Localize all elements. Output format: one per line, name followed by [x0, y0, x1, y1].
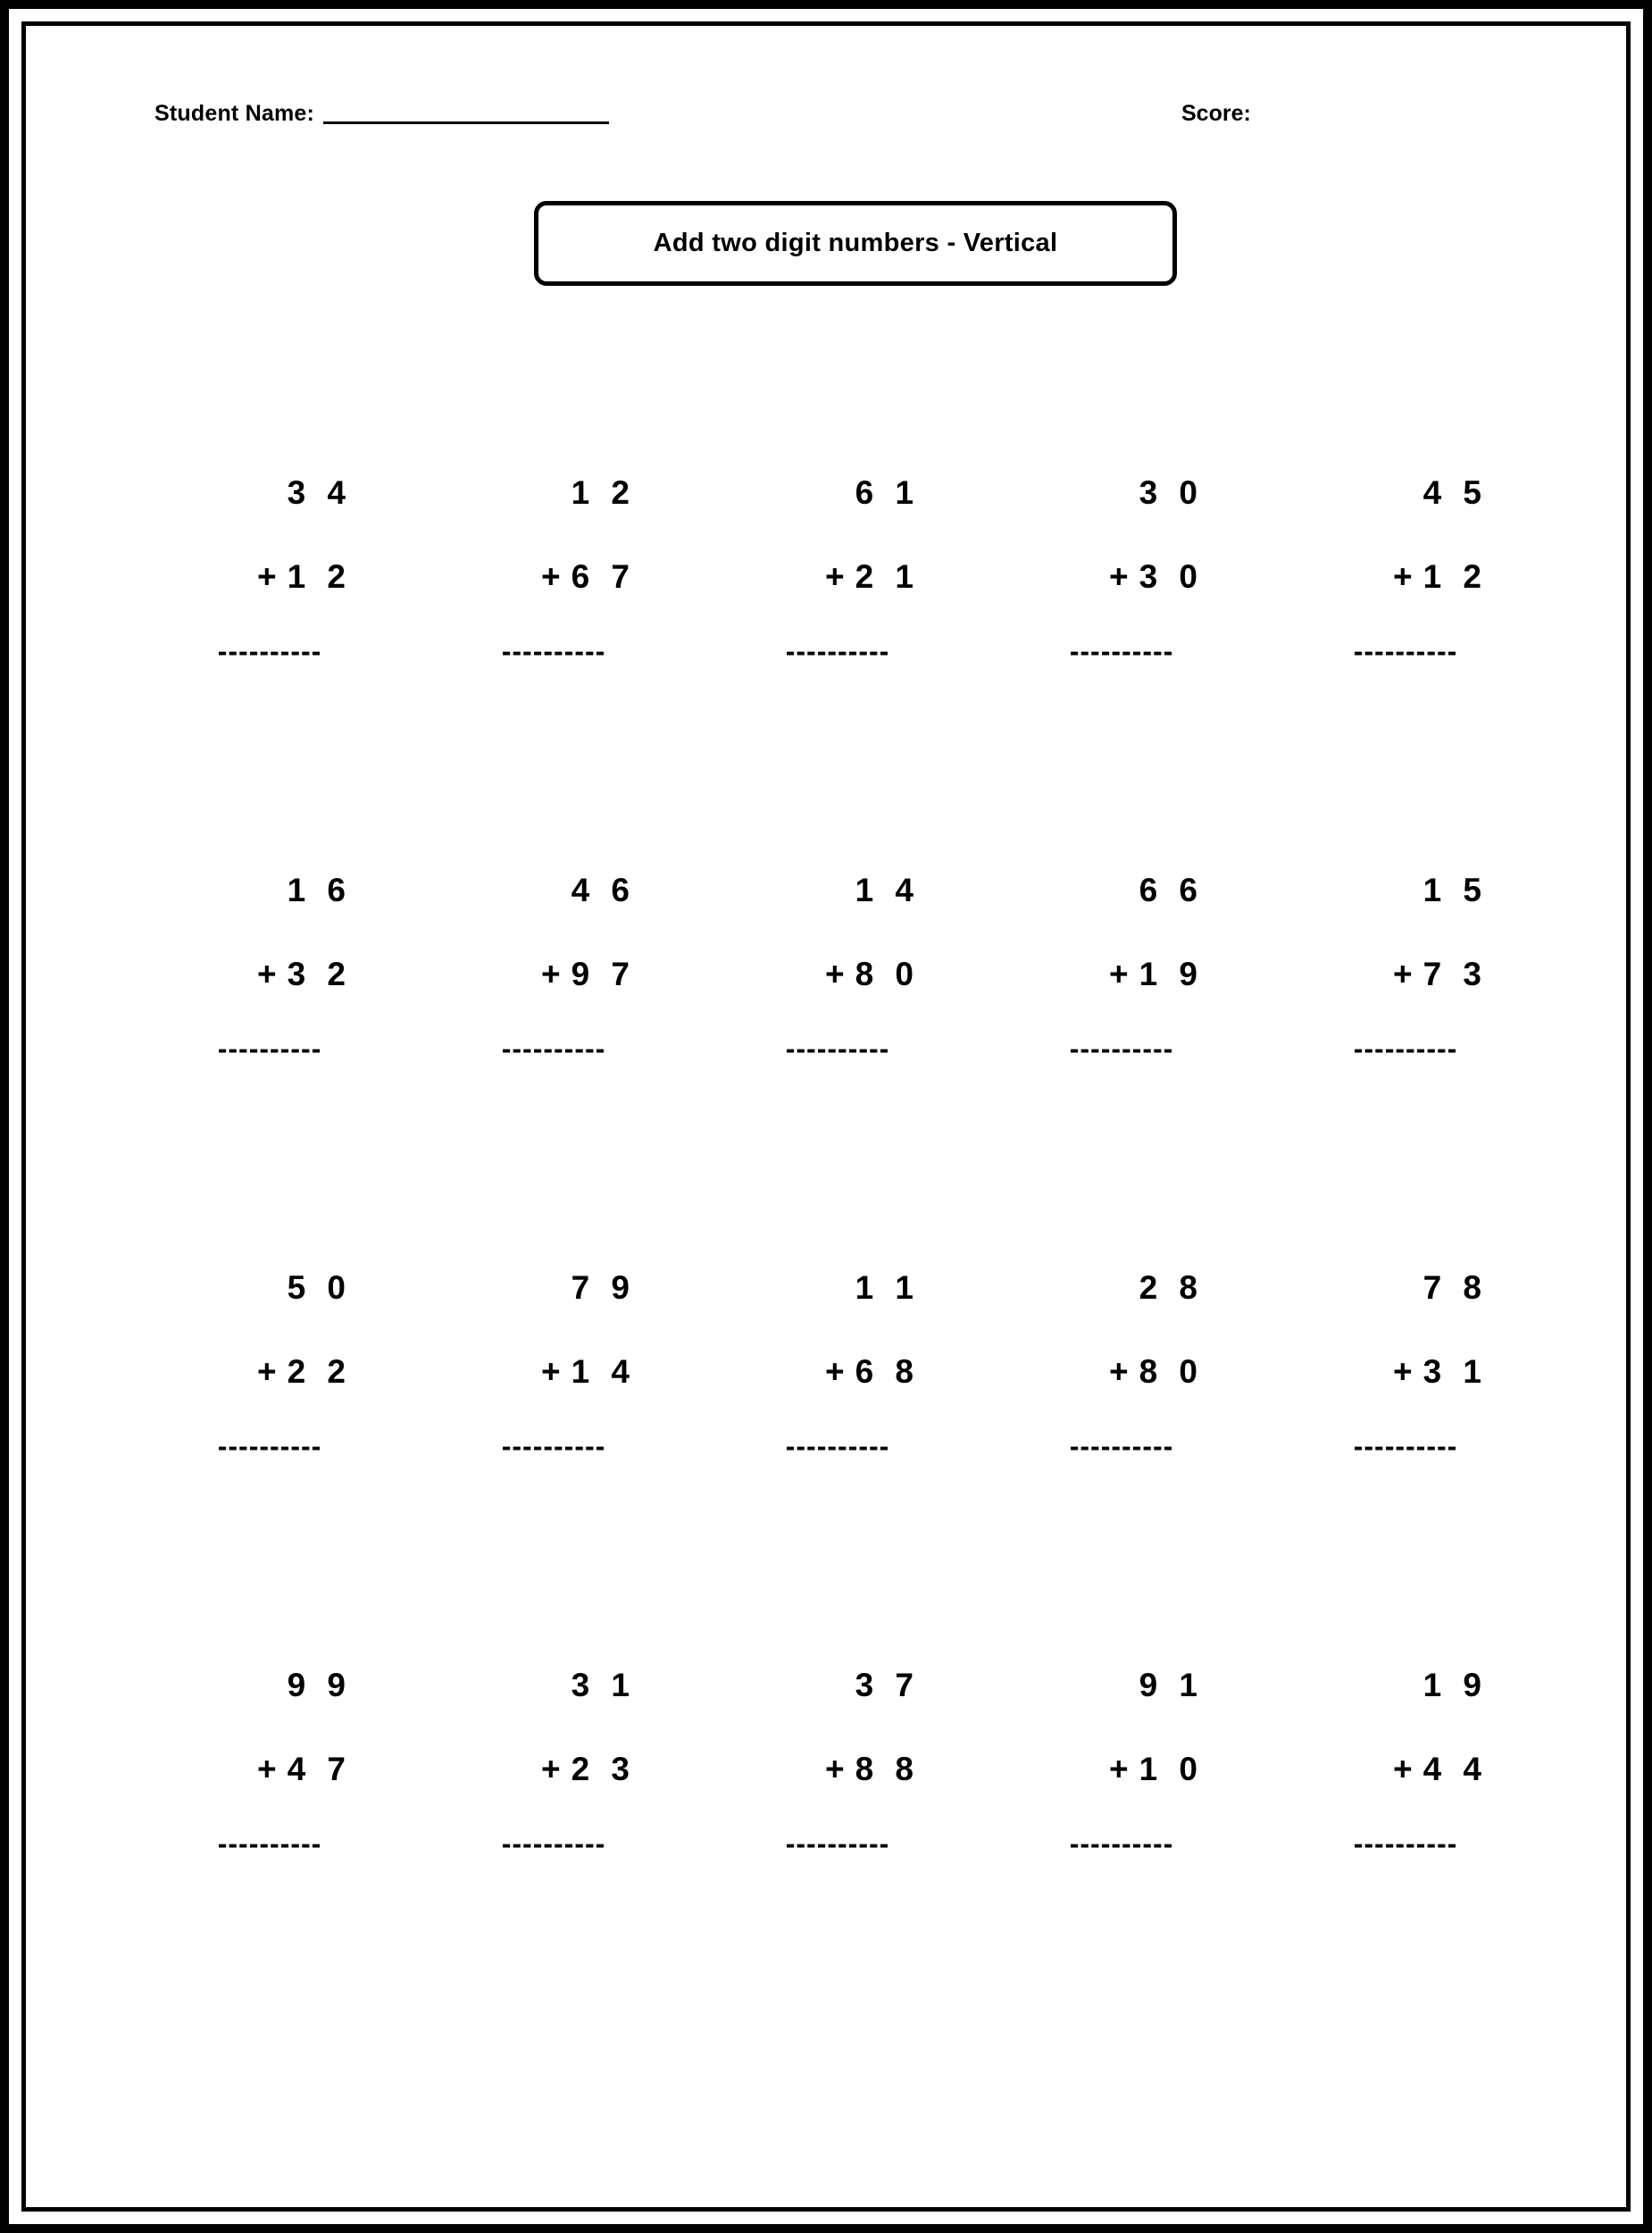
- addend-bottom-row: [1334, 1752, 1513, 1794]
- answer-line[interactable]: ----------: [217, 1034, 322, 1063]
- addend-top: 3 7: [855, 1667, 920, 1703]
- plus-icon: +: [1392, 1751, 1413, 1787]
- addend-top: 1 2: [571, 474, 636, 511]
- worksheet-title-box: [534, 201, 1177, 286]
- student-name-blank[interactable]: [323, 121, 609, 124]
- addend-bottom-row: [198, 560, 377, 601]
- addend-top: 1 5: [1423, 872, 1488, 908]
- addend-bottom-row: [766, 560, 945, 601]
- problem-item: [1281, 476, 1565, 874]
- addend-top: 2 8: [1139, 1269, 1204, 1306]
- addend-bottom: 8 0: [1139, 1353, 1204, 1390]
- addend-bottom-row: [482, 958, 661, 999]
- problems-grid: [146, 476, 1565, 2066]
- worksheet-sheet: [56, 56, 1596, 2177]
- addend-top: 3 4: [287, 474, 352, 511]
- plus-icon: +: [824, 1751, 845, 1787]
- addend-bottom-row: [766, 958, 945, 999]
- addend-bottom: 1 0: [1139, 1751, 1204, 1787]
- addend-bottom: 6 8: [855, 1353, 920, 1390]
- addend-bottom-row: [482, 1752, 661, 1794]
- answer-line[interactable]: ----------: [1353, 1829, 1458, 1858]
- problem-item: [1281, 1271, 1565, 1668]
- addend-bottom-row: [1050, 1355, 1229, 1396]
- plus-icon: +: [540, 956, 561, 992]
- addend-bottom-row: [1050, 958, 1229, 999]
- problem-item: [713, 476, 997, 874]
- addend-bottom: 1 4: [571, 1353, 636, 1390]
- score-field: [1181, 101, 1251, 127]
- addend-bottom-row: [198, 1752, 377, 1794]
- addend-bottom: 3 2: [287, 956, 352, 992]
- addend-top: 7 9: [571, 1269, 636, 1306]
- answer-line[interactable]: ----------: [785, 1829, 890, 1858]
- answer-line[interactable]: ----------: [785, 1034, 890, 1063]
- addend-bottom-row: [482, 560, 661, 601]
- plus-icon: +: [1392, 558, 1413, 595]
- addend-bottom-row: [198, 1355, 377, 1396]
- answer-line[interactable]: ----------: [1353, 1034, 1458, 1063]
- plus-icon: +: [256, 558, 277, 595]
- problem-item: [713, 874, 997, 1271]
- addend-bottom: 7 3: [1423, 956, 1488, 992]
- addend-bottom: 1 9: [1139, 956, 1204, 992]
- plus-icon: +: [824, 956, 845, 992]
- plus-icon: +: [824, 1353, 845, 1390]
- addend-top: 4 5: [1423, 474, 1488, 511]
- addend-top: 1 9: [1423, 1667, 1488, 1703]
- student-name-field: [154, 101, 609, 127]
- problem-item: [146, 1271, 430, 1668]
- answer-line[interactable]: ----------: [785, 1432, 890, 1460]
- problem-item: [430, 476, 713, 874]
- plus-icon: +: [1108, 1353, 1129, 1390]
- addend-bottom: 4 4: [1423, 1751, 1488, 1787]
- answer-line[interactable]: ----------: [1353, 637, 1458, 665]
- answer-line[interactable]: ----------: [217, 1829, 322, 1858]
- addend-top: 1 6: [287, 872, 352, 908]
- problem-item: [146, 1668, 430, 2066]
- addend-bottom: 9 7: [571, 956, 636, 992]
- plus-icon: +: [256, 1751, 277, 1787]
- problem-item: [713, 1271, 997, 1668]
- student-name-label: Student Name:: [154, 101, 315, 126]
- page-title: Add two digit numbers - Vertical: [653, 229, 1058, 257]
- answer-line[interactable]: ----------: [1353, 1432, 1458, 1460]
- problem-item: [1281, 1668, 1565, 2066]
- plus-icon: +: [540, 1751, 561, 1787]
- problem-item: [430, 1271, 713, 1668]
- plus-icon: +: [256, 956, 277, 992]
- addend-bottom: 2 3: [571, 1751, 636, 1787]
- addend-bottom: 1 2: [1423, 558, 1488, 595]
- addend-bottom-row: [766, 1752, 945, 1794]
- addend-top: 1 4: [855, 872, 920, 908]
- addend-bottom: 8 0: [855, 956, 920, 992]
- problem-item: [713, 1668, 997, 2066]
- answer-line[interactable]: ----------: [1069, 637, 1174, 665]
- plus-icon: +: [540, 558, 561, 595]
- plus-icon: +: [1108, 956, 1129, 992]
- addend-top: 3 0: [1139, 474, 1204, 511]
- plus-icon: +: [824, 558, 845, 595]
- addend-bottom-row: [1050, 1752, 1229, 1794]
- answer-line[interactable]: ----------: [785, 637, 890, 665]
- problem-item: [146, 874, 430, 1271]
- answer-line[interactable]: ----------: [217, 1432, 322, 1460]
- addend-top: 4 6: [571, 872, 636, 908]
- addend-bottom: 3 0: [1139, 558, 1204, 595]
- worksheet-header: [154, 101, 1498, 146]
- problem-item: [997, 1271, 1281, 1668]
- addend-bottom-row: [1334, 1355, 1513, 1396]
- addend-top: 1 1: [855, 1269, 920, 1306]
- problem-item: [430, 874, 713, 1271]
- addend-bottom-row: [1334, 560, 1513, 601]
- plus-icon: +: [256, 1353, 277, 1390]
- addend-top: 7 8: [1423, 1269, 1488, 1306]
- answer-line[interactable]: ----------: [501, 1432, 606, 1460]
- addend-top: 9 1: [1139, 1667, 1204, 1703]
- plus-icon: +: [1108, 1751, 1129, 1787]
- addend-bottom: 2 2: [287, 1353, 352, 1390]
- addend-bottom: 6 7: [571, 558, 636, 595]
- answer-line[interactable]: ----------: [217, 637, 322, 665]
- page-border-inner: [21, 21, 1631, 2212]
- addend-bottom: 2 1: [855, 558, 920, 595]
- addend-bottom-row: [766, 1355, 945, 1396]
- addend-bottom: 4 7: [287, 1751, 352, 1787]
- answer-line[interactable]: ----------: [1069, 1829, 1174, 1858]
- problem-item: [997, 874, 1281, 1271]
- addend-top: 3 1: [571, 1667, 636, 1703]
- addend-top: 9 9: [287, 1667, 352, 1703]
- plus-icon: +: [540, 1353, 561, 1390]
- addend-top: 6 1: [855, 474, 920, 511]
- plus-icon: +: [1108, 558, 1129, 595]
- problem-item: [997, 1668, 1281, 2066]
- score-label: Score:: [1181, 101, 1251, 126]
- addend-bottom: 8 8: [855, 1751, 920, 1787]
- problem-item: [146, 476, 430, 874]
- plus-icon: +: [1392, 956, 1413, 992]
- addend-bottom: 1 2: [287, 558, 352, 595]
- addend-top: 5 0: [287, 1269, 352, 1306]
- problem-item: [997, 476, 1281, 874]
- answer-line[interactable]: ----------: [501, 1829, 606, 1858]
- addend-bottom: 3 1: [1423, 1353, 1488, 1390]
- addend-top: 6 6: [1139, 872, 1204, 908]
- plus-icon: +: [1392, 1353, 1413, 1390]
- problem-item: [430, 1668, 713, 2066]
- answer-line[interactable]: ----------: [501, 637, 606, 665]
- addend-bottom-row: [1334, 958, 1513, 999]
- addend-bottom-row: [1050, 560, 1229, 601]
- answer-line[interactable]: ----------: [1069, 1432, 1174, 1460]
- addend-bottom-row: [482, 1355, 661, 1396]
- answer-line[interactable]: ----------: [501, 1034, 606, 1063]
- problem-item: [1281, 874, 1565, 1271]
- addend-bottom-row: [198, 958, 377, 999]
- answer-line[interactable]: ----------: [1069, 1034, 1174, 1063]
